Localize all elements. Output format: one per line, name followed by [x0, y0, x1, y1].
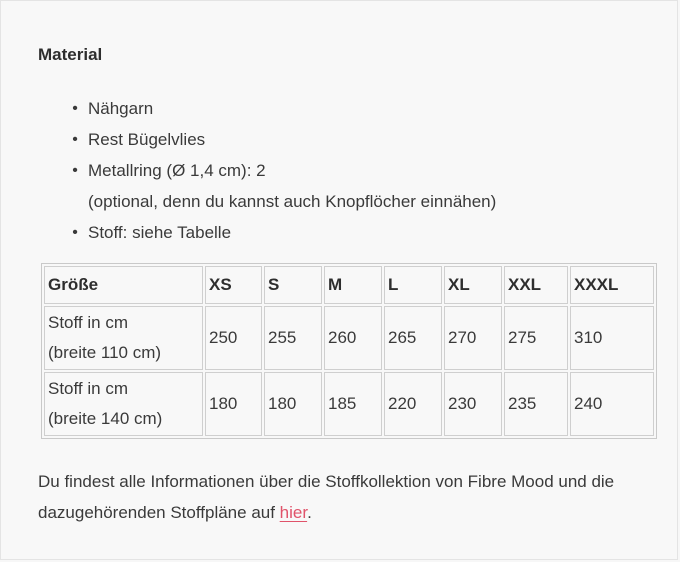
- header-cell-s: S: [264, 266, 322, 304]
- value-cell: 180: [205, 372, 262, 436]
- value-cell: 255: [264, 306, 322, 370]
- value-cell: 265: [384, 306, 442, 370]
- bullet-icon: •: [72, 224, 78, 241]
- row-label-line: (breite 140 cm): [48, 409, 163, 428]
- list-item-text: Nähgarn: [88, 99, 154, 118]
- value-cell: 310: [570, 306, 654, 370]
- header-cell-xl: XL: [444, 266, 502, 304]
- row-label-line: (breite 110 cm): [48, 343, 162, 362]
- footer-end: .: [307, 503, 312, 522]
- value-cell: 220: [384, 372, 442, 436]
- value-cell: 230: [444, 372, 502, 436]
- value-cell: 275: [504, 306, 568, 370]
- bullet-icon: •: [72, 100, 78, 117]
- list-item-text: Metallring (Ø 1,4 cm): 2: [88, 161, 266, 180]
- list-item: [71, 124, 496, 155]
- table-header-row: [44, 266, 654, 304]
- list-item: [71, 93, 496, 124]
- list-item: [71, 155, 496, 217]
- hier-link[interactable]: hier: [279, 503, 308, 522]
- table-row: [44, 372, 654, 436]
- list-item-text: Stoff: siehe Tabelle: [88, 223, 232, 242]
- value-cell: 270: [444, 306, 502, 370]
- table-row: [44, 306, 654, 370]
- value-cell: 260: [324, 306, 382, 370]
- list-item-note: (optional, denn du kannst auch Knopflöcher einnähen): [88, 192, 497, 211]
- value-cell: 185: [324, 372, 382, 436]
- list-item: [71, 217, 496, 248]
- footer-text: Du findest alle Informationen über die Stoffkollektion von Fibre Mood und die dazugehörenden Stoffpläne auf: [38, 472, 615, 522]
- bullet-icon: •: [72, 162, 78, 179]
- value-cell: 240: [570, 372, 654, 436]
- size-table: [41, 263, 657, 439]
- header-cell-xs: XS: [205, 266, 262, 304]
- header-cell-xxl: XXL: [504, 266, 568, 304]
- row-label-cell: [44, 372, 203, 436]
- value-cell: 180: [264, 372, 322, 436]
- material-list: [71, 93, 496, 248]
- footer-paragraph: [38, 466, 638, 528]
- bullet-icon: •: [72, 131, 78, 148]
- header-cell-m: M: [324, 266, 382, 304]
- row-label-cell: [44, 306, 203, 370]
- header-cell-xxxl: XXXL: [570, 266, 654, 304]
- list-item-text: Rest Bügelvlies: [88, 130, 206, 149]
- material-heading: Material: [38, 45, 103, 64]
- header-cell-l: L: [384, 266, 442, 304]
- value-cell: 250: [205, 306, 262, 370]
- header-cell-size: Größe: [44, 266, 203, 304]
- value-cell: 235: [504, 372, 568, 436]
- row-label-line: Stoff in cm: [48, 379, 128, 398]
- row-label-line: Stoff in cm: [48, 313, 128, 332]
